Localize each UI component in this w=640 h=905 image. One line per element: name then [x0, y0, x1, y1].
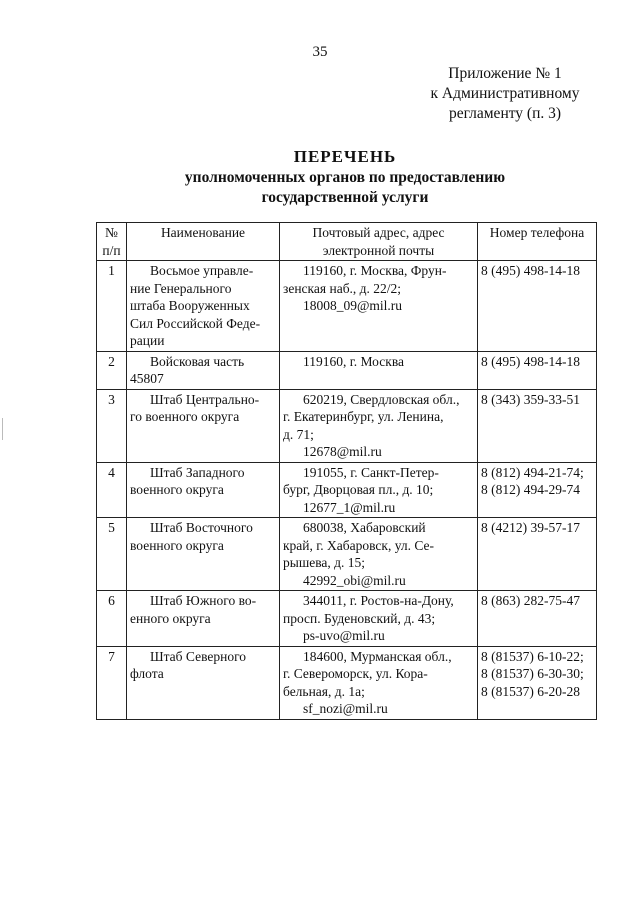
header-address-line: электронной почты: [322, 242, 435, 258]
cell-name-line: рации: [130, 333, 165, 348]
cell-address-line: бельная, д. 1а;: [283, 683, 365, 699]
title-sub-1: уполномоченных органов по предоставлению: [184, 169, 506, 186]
appendix-line-1: Приложение № 1: [448, 65, 562, 82]
cell-address-line: просп. Буденовский, д. 43;: [283, 610, 436, 626]
authorities-table: [96, 222, 597, 720]
cell-name: [127, 261, 280, 352]
table-row: [97, 646, 597, 719]
cell-address-line: 191055, г. Санкт-Петер-: [303, 464, 439, 480]
cell-num: 6: [97, 591, 127, 647]
cell-address-line: 620219, Свердловская обл.,: [303, 391, 460, 407]
cell-name-line: Штаб Северного: [150, 648, 247, 664]
cell-phone: [478, 351, 597, 389]
cell-name-line: 45807: [130, 371, 164, 386]
cell-phone: [478, 518, 597, 591]
cell-name-line: Войсковая часть: [150, 353, 245, 369]
cell-address: [280, 591, 478, 647]
cell-phone-line: 8 (495) 498-14-18: [481, 263, 580, 278]
cell-num: 2: [97, 351, 127, 389]
table-row: [97, 462, 597, 518]
table-row: [97, 518, 597, 591]
cell-name-line: штаба Вооруженных: [130, 298, 250, 313]
cell-name-line: Штаб Южного во-: [150, 593, 257, 608]
cell-name-line: енного округа: [130, 610, 211, 626]
document-title: [120, 146, 570, 208]
cell-name-line: Штаб Центрально-: [150, 391, 260, 407]
cell-num: 7: [97, 646, 127, 719]
cell-address: [280, 518, 478, 591]
cell-address-line: ps-uvo@mil.ru: [303, 628, 385, 643]
cell-phone: [478, 591, 597, 647]
cell-name-line: Штаб Восточного: [150, 520, 253, 535]
cell-num: 5: [97, 518, 127, 591]
cell-phone-line: 8 (81537) 6-20-28: [481, 683, 580, 699]
cell-num: 1: [97, 261, 127, 352]
cell-phone: [478, 462, 597, 518]
header-num-line: №: [105, 225, 118, 240]
cell-address-line: 18008_09@mil.ru: [303, 298, 403, 313]
appendix-heading: [400, 64, 610, 124]
cell-name-line: Штаб Западного: [150, 464, 245, 480]
cell-address-line: г. Североморск, ул. Кора-: [283, 666, 428, 681]
cell-name: [127, 462, 280, 518]
cell-address-line: sf_nozi@mil.ru: [303, 701, 388, 716]
header-address-line: Почтовый адрес, адрес: [312, 225, 445, 240]
cell-phone: [478, 389, 597, 462]
scan-edge-mark: [2, 418, 3, 440]
table-row: [97, 261, 597, 352]
cell-phone: [478, 261, 597, 352]
cell-address: [280, 389, 478, 462]
table-row: [97, 389, 597, 462]
header-num-line: п/п: [102, 242, 121, 258]
cell-phone-line: 8 (812) 494-29-74: [481, 482, 580, 497]
cell-name: [127, 518, 280, 591]
cell-address: [280, 351, 478, 389]
cell-name-line: ние Генерального: [130, 280, 232, 296]
cell-address-line: 344011, г. Ростов-на-Дону,: [303, 593, 454, 608]
cell-address-line: 12677_1@mil.ru: [303, 499, 396, 515]
cell-address-line: край, г. Хабаровск, ул. Се-: [283, 537, 435, 553]
cell-address-line: 42992_obi@mil.ru: [303, 572, 406, 588]
title-main: ПЕРЕЧЕНЬ: [293, 147, 397, 166]
table-header-row: [97, 223, 597, 261]
cell-address-line: 184600, Мурманская обл.,: [303, 648, 452, 664]
cell-name: [127, 591, 280, 647]
cell-address-line: 680038, Хабаровский: [303, 520, 426, 535]
cell-name-line: го военного округа: [130, 409, 240, 424]
appendix-line-2: к Административному: [430, 85, 580, 102]
cell-name-line: военного округа: [130, 537, 224, 553]
cell-phone-line: 8 (343) 359-33-51: [481, 391, 580, 407]
cell-address-line: д. 71;: [283, 426, 314, 442]
cell-address-line: 119160, г. Москва, Фрун-: [303, 263, 447, 278]
appendix-line-3: регламенту (п. 3): [448, 105, 562, 122]
header-name: Наименование: [127, 223, 280, 261]
title-sub-2: государственной услуги: [261, 189, 429, 206]
cell-address: [280, 261, 478, 352]
table-row: [97, 591, 597, 647]
cell-phone-line: 8 (4212) 39-57-17: [481, 520, 580, 535]
header-phone: Номер телефона: [478, 223, 597, 261]
cell-phone-line: 8 (812) 494-21-74;: [481, 464, 584, 480]
cell-name-line: военного округа: [130, 482, 224, 497]
table-body: [97, 261, 597, 720]
page-number: 35: [312, 44, 328, 60]
cell-phone-line: 8 (81537) 6-10-22;: [481, 648, 584, 664]
cell-name: [127, 389, 280, 462]
cell-name: [127, 351, 280, 389]
cell-phone-line: 8 (495) 498-14-18: [481, 353, 580, 369]
cell-address: [280, 646, 478, 719]
cell-phone-line: 8 (863) 282-75-47: [481, 593, 580, 608]
cell-num: 3: [97, 389, 127, 462]
cell-name: [127, 646, 280, 719]
cell-phone: [478, 646, 597, 719]
cell-address-line: рышева, д. 15;: [283, 555, 366, 570]
cell-name-line: флота: [130, 666, 164, 681]
cell-address: [280, 462, 478, 518]
cell-phone-line: 8 (81537) 6-30-30;: [481, 666, 584, 681]
cell-num: 4: [97, 462, 127, 518]
cell-address-line: 12678@mil.ru: [303, 444, 382, 459]
cell-address-line: зенская наб., д. 22/2;: [283, 280, 402, 296]
header-address: [280, 223, 478, 261]
cell-address-line: 119160, г. Москва: [303, 353, 405, 369]
cell-address-line: г. Екатеринбург, ул. Ленина,: [283, 409, 444, 424]
table-row: [97, 351, 597, 389]
cell-name-line: Восьмое управле-: [150, 263, 254, 278]
cell-address-line: бург, Дворцовая пл., д. 10;: [283, 482, 434, 497]
cell-name-line: Сил Российской Феде-: [130, 315, 261, 331]
header-num: [97, 223, 127, 261]
